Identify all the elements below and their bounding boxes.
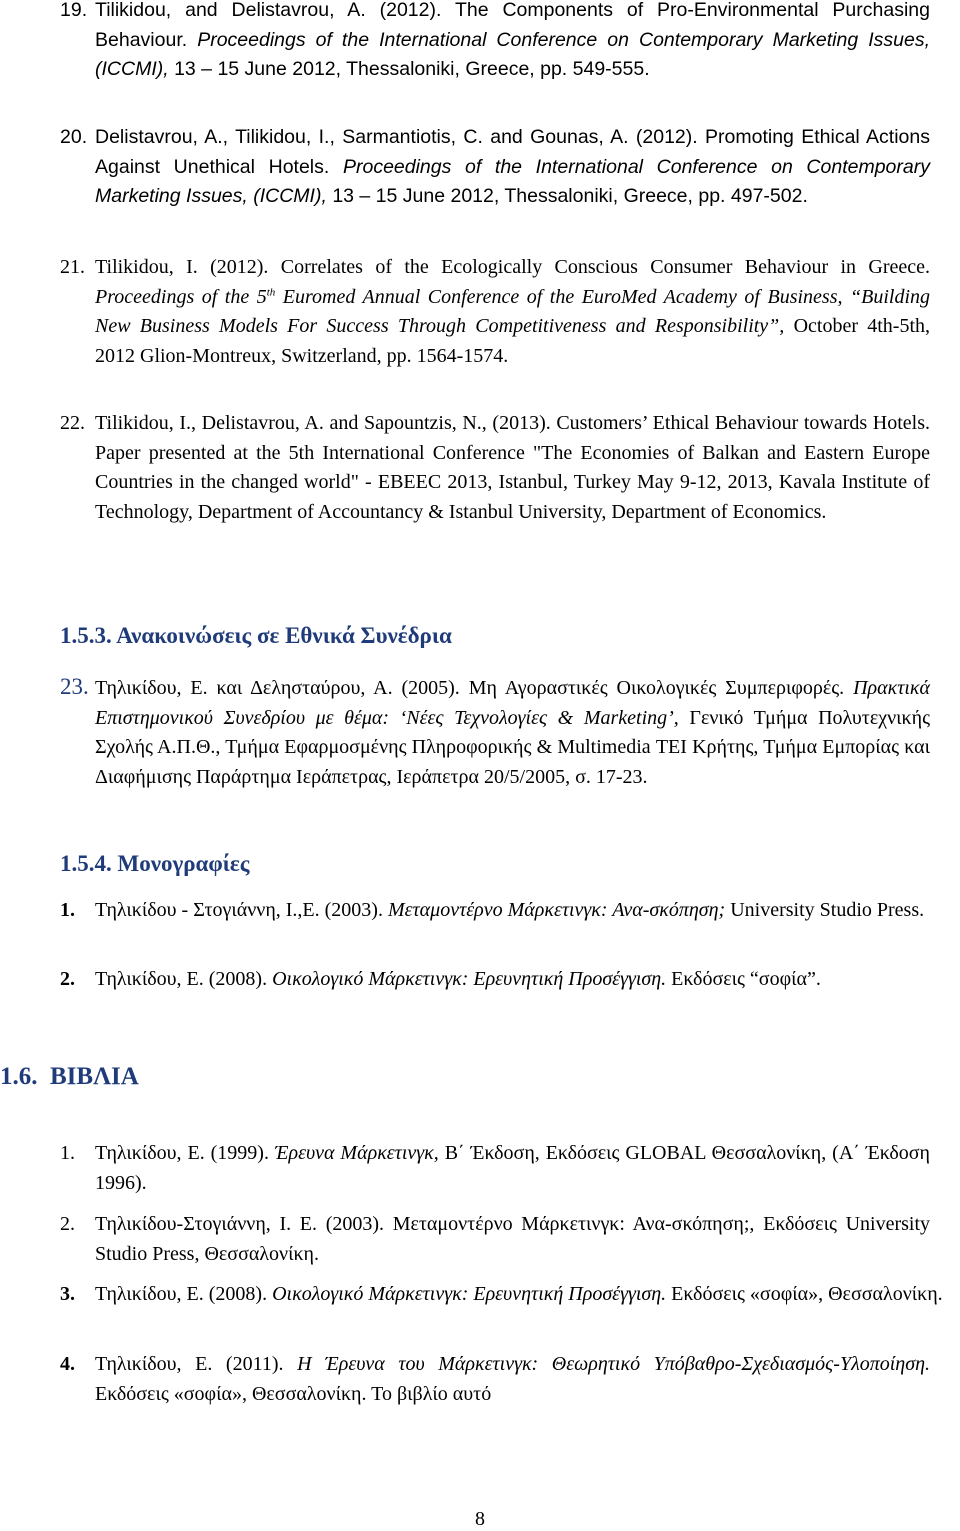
book-number: 3.	[60, 1283, 75, 1305]
section-heading-1-6: 1.6. ΒΙΒΛΙΑ	[0, 1063, 139, 1090]
section-heading-1-5-3: 1.5.3. Ανακοινώσεις σε Εθνικά Συνέδρια	[60, 623, 452, 648]
reference-number: 19.	[60, 0, 88, 21]
book-number: 4.	[60, 1353, 75, 1375]
book-2: 2. Τηλικίδου-Στογιάννη, Ι. Ε. (2003). Μεταμοντέρνο Μάρκετινγκ: Ανα-σκόπηση;, Εκδόσεις University Studio Press, Θεσσαλονίκη.	[60, 1210, 930, 1269]
monograph-number: 2.	[60, 968, 75, 990]
book-1: 1. Τηλικίδου, Ε. (1999). Έρευνα Μάρκετινγκ, Β΄ Έκδοση, Εκδόσεις GLOBAL Θεσσαλονίκη, (Α΄ Έκδοση 1996).	[60, 1139, 930, 1198]
reference-23: 23. Τηλικίδου, Ε. και Δελησταύρου, Α. (2005). Μη Αγοραστικές Οικολογικές Συμπεριφορές. Πρακτικά Επιστημονικού Συνεδρίου με θέμα: ‘Νέες Τεχνολογίες & Marketing’, Γενικό Τμήμα Πολυτεχνικής Σχολής Α.Π.Θ., Τμήμα Εφαρμοσμένης Πληροφορικής & Multimedia ΤΕΙ Κρήτης, Τμήμα Εμπορίας και Διαφήμισης Παράρτημα Ιεράπετρας, Ιεράπετρα 20/5/2005, σ. 17-23.	[60, 674, 931, 788]
section-heading-1-5-4: 1.5.4. Μονογραφίες	[60, 851, 250, 876]
reference-number: 21.	[60, 256, 85, 278]
reference-number: 22.	[60, 412, 85, 434]
monograph-2: 2. Τηλικίδου, Ε. (2008). Οικολογικό Μάρκετινγκ: Ερευνητική Προσέγγιση. Εκδόσεις “σοφία”.	[60, 965, 930, 995]
reference-22: 22. Tilikidou, I., Delistavrou, A. and Sapountzis, N., (2013). Customers’ Ethical Behaviour towards Hotels. Paper presented at the 5th International Conference "The Economies of Balkan and Eastern Europe Countries in the changed world" - EBEEC 2013, Istanbul, Turkey May 9-12, 2013, Kavala Institute of Technology, Department of Accountancy & Istanbul University, Department of Economics.	[60, 409, 930, 527]
reference-number: 23.	[60, 674, 89, 699]
book-3: 3. Τηλικίδου, Ε. (2008). Οικολογικό Μάρκετινγκ: Ερευνητική Προσέγγιση. Εκδόσεις «σοφία», Θεσσαλονίκη.	[60, 1280, 960, 1310]
monograph-1: 1. Τηλικίδου - Στογιάννη, Ι.,Ε. (2003). Μεταμοντέρνο Μάρκετινγκ: Ανα-σκόπηση; University Studio Press.	[60, 896, 930, 926]
book-number: 2.	[60, 1213, 75, 1235]
reference-20: 20. Delistavrou, A., Tilikidou, I., Sarmantiotis, C. and Gounas, A. (2012). Promoting Ethical Actions Against Unethical Hotels. Proceedings of the International Conference on Contemporary Marketing Issues, (ICCMI), 13 – 15 June 2012, Thessaloniki, Greece, pp. 497-502.	[60, 123, 930, 212]
reference-number: 20.	[60, 126, 88, 148]
monograph-number: 1.	[60, 899, 75, 921]
reference-19: 19. Tilikidou, and Delistavrou, A. (2012). The Components of Pro-Environmental Purchasing Behaviour. Proceedings of the International Conference on Contemporary Marketing Issues, (ICCMI), 13 – 15 June 2012, Thessaloniki, Greece, pp. 549-555.	[60, 0, 930, 85]
book-4: 4. Τηλικίδου, Ε. (2011). Η Έρευνα του Μάρκετινγκ: Θεωρητικό Υπόβαθρο-Σχεδιασμός-Υλοποίηση. Εκδόσεις «σοφία», Θεσσαλονίκη. Το βιβλίο αυτό	[60, 1350, 930, 1409]
reference-21: 21. Tilikidou, I. (2012). Correlates of the Ecologically Conscious Consumer Behaviour in Greece. Proceedings of the 5th Euromed Annual Conference of the EuroMed Academy of Business, “Building New Business Models For Success Through Competitiveness and Responsibility”, October 4th-5th, 2012 Glion-Montreux, Switzerland, pp. 1564-1574.	[60, 253, 930, 371]
page-number: 8	[475, 1508, 485, 1530]
book-number: 1.	[60, 1142, 75, 1164]
